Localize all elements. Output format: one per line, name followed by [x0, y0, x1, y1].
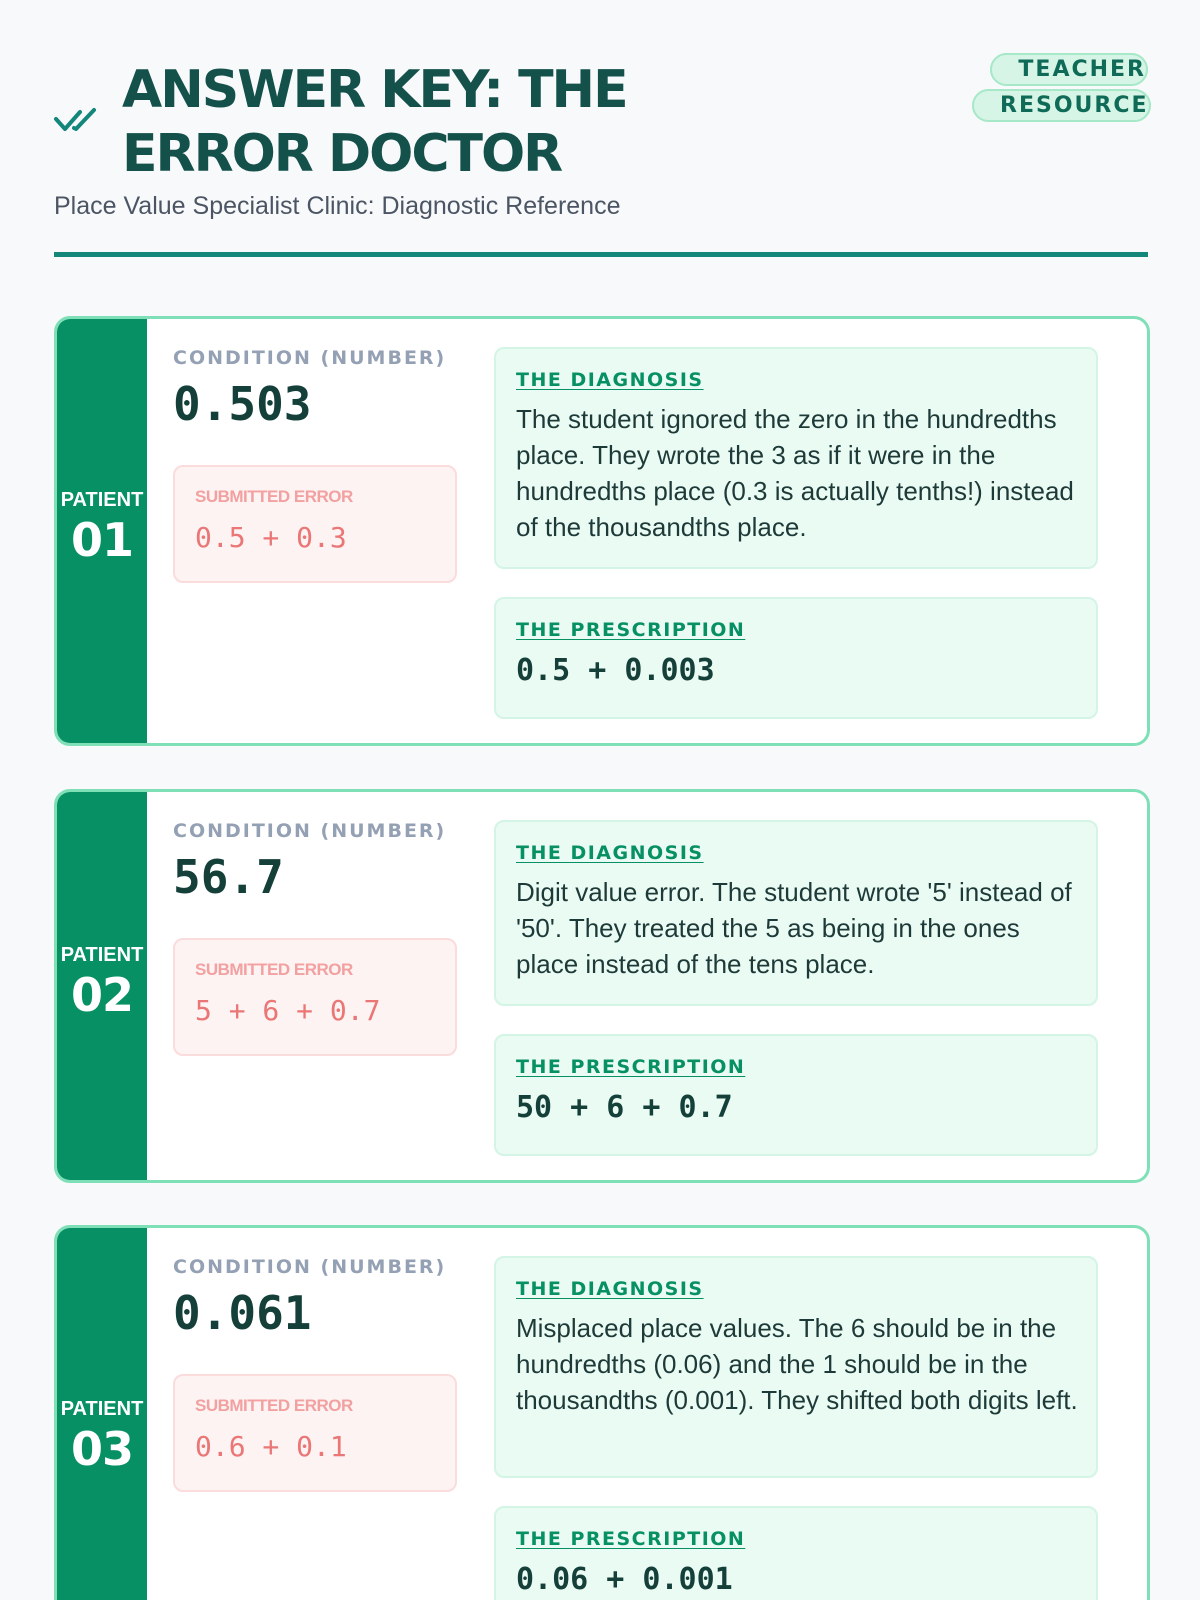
submitted-error-value: 0.5 + 0.3	[195, 521, 347, 554]
prescription-label: THE PRESCRIPTION	[516, 619, 746, 641]
patient-label: PATIENT	[60, 944, 144, 966]
patient-card	[54, 316, 1150, 746]
condition-label: CONDITION (NUMBER)	[173, 820, 447, 842]
submitted-error-box	[173, 1374, 457, 1492]
prescription-box	[494, 1034, 1098, 1156]
prescription-value: 0.5 + 0.003	[516, 653, 715, 688]
condition-value: 56.7	[173, 850, 284, 904]
diagnosis-box	[494, 1256, 1098, 1478]
patient-card	[54, 789, 1150, 1183]
page-header	[54, 0, 1148, 262]
submitted-error-label: SUBMITTED ERROR	[195, 960, 353, 979]
answer-key-page	[54, 0, 1149, 1597]
submitted-error-box	[173, 938, 457, 1056]
prescription-label: THE PRESCRIPTION	[516, 1528, 746, 1550]
condition-value: 0.061	[173, 1286, 312, 1340]
condition-label: CONDITION (NUMBER)	[173, 1256, 447, 1278]
diagnosis-label: THE DIAGNOSIS	[516, 369, 704, 391]
submitted-error-value: 0.6 + 0.1	[195, 1430, 347, 1463]
diagnosis-text: Digit value error. The student wrote '5' instead of '50'. They treated the 5 as being in the ones place instead of the tens place.	[516, 877, 1072, 979]
prescription-value: 0.06 + 0.001	[516, 1562, 733, 1597]
patient-tab	[57, 319, 147, 743]
header-divider	[54, 252, 1148, 257]
badge-label: TEACHER RESOURCE	[972, 53, 1151, 122]
patient-tab	[57, 792, 147, 1180]
prescription-value: 50 + 6 + 0.7	[516, 1090, 733, 1125]
diagnosis-label: THE DIAGNOSIS	[516, 842, 704, 864]
page-subtitle: Place Value Specialist Clinic: Diagnostic Reference	[54, 192, 621, 220]
condition-label: CONDITION (NUMBER)	[173, 347, 447, 369]
diagnosis-label: THE DIAGNOSIS	[516, 1278, 704, 1300]
submitted-error-label: SUBMITTED ERROR	[195, 487, 353, 506]
diagnosis-box	[494, 820, 1098, 1006]
patient-card	[54, 1225, 1150, 1600]
patient-number: 02	[70, 968, 133, 1022]
diagnosis-text: Misplaced place values. The 6 should be in the hundredths (0.06) and the 1 should be in the thousandths (0.001). They shifted both digits left.	[516, 1313, 1078, 1415]
prescription-label: THE PRESCRIPTION	[516, 1056, 746, 1078]
diagnosis-text: The student ignored the zero in the hundredths place. They wrote the 3 as if it were in the hundredths place (0.3 is actually tenths!) instead of the thousandths place.	[516, 404, 1074, 542]
patient-tab	[57, 1228, 147, 1600]
patient-number: 03	[70, 1422, 133, 1476]
submitted-error-box	[173, 465, 457, 583]
condition-value: 0.503	[173, 377, 312, 431]
prescription-box	[494, 1506, 1098, 1600]
page-title: ANSWER KEY: THE ERROR DOCTOR	[122, 60, 627, 184]
prescription-box	[494, 597, 1098, 719]
diagnosis-box	[494, 347, 1098, 569]
submitted-error-value: 5 + 6 + 0.7	[195, 994, 381, 1027]
patient-label: PATIENT	[60, 1398, 144, 1420]
patient-number: 01	[70, 513, 133, 567]
double-check-icon	[54, 104, 102, 134]
teacher-resource-badge	[972, 52, 1148, 124]
patient-label: PATIENT	[60, 489, 144, 511]
submitted-error-label: SUBMITTED ERROR	[195, 1396, 353, 1415]
